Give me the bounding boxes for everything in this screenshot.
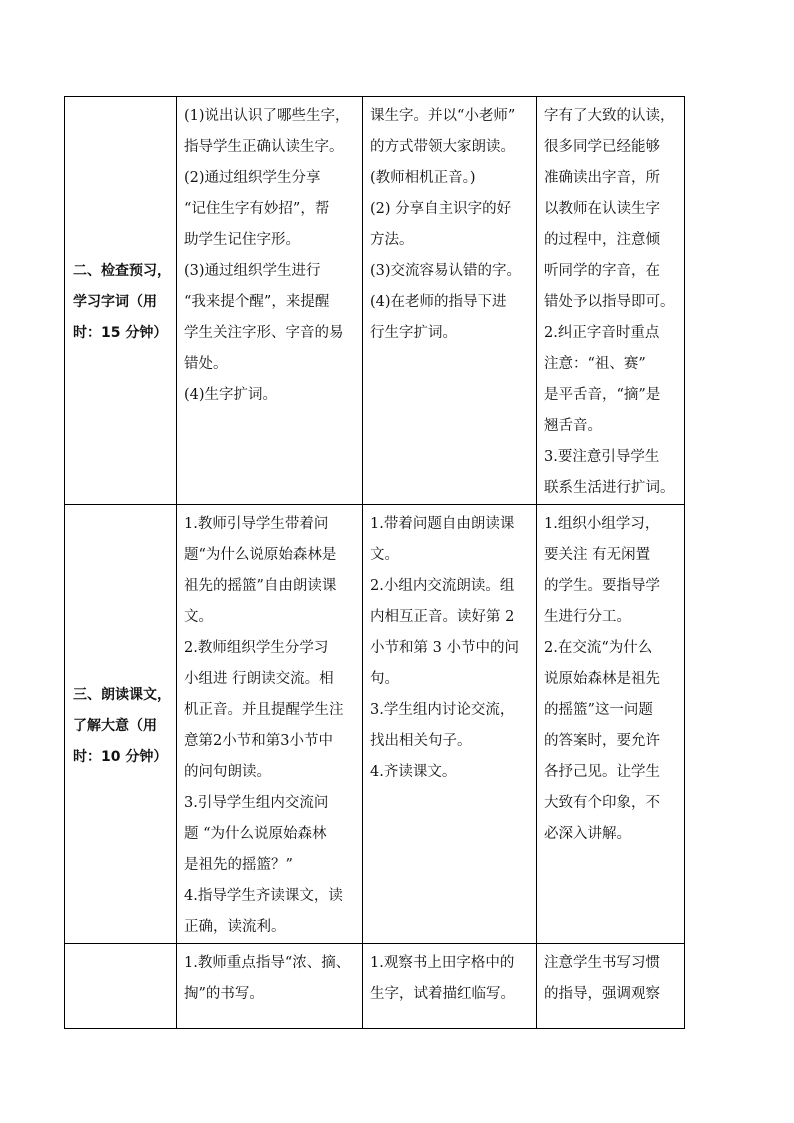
stage-line: 学习字词（用 [73,294,157,310]
text-line: 的指导，强调观察 [544,986,660,1002]
text-line: “我来提个醒”，来提醒 [184,294,330,310]
text-line: 以教师在认读生字 [544,201,660,217]
text-line: 4.齐读课文。 [370,764,457,780]
design-notes-cell [537,944,685,1029]
text-line: 机正音。并且提醒学生注 [184,702,344,718]
text-line: (2) 分享自主识字的好 [370,201,512,217]
text-line: 的学生。要指导学 [544,578,660,594]
text-line: 要关注 有无闲置 [544,547,651,563]
text-line: 2.纠正字音时重点 [544,325,660,341]
text-line: 错处予以指导即可。 [544,294,675,310]
text-line: 小节和第 3 小节中的问 [370,640,519,656]
text-line: (3)交流容易认错的字。 [370,263,522,279]
stage-line: 二、检查预习， [73,263,171,279]
text-line: 课生字。并以“小老师” [370,108,516,124]
text-line: 3.学生组内讨论交流， [370,702,515,718]
text-line: (3)通过组织学生进行 [184,263,321,279]
lesson-plan-table [64,96,685,1029]
text-line: 方法。 [370,232,414,248]
text-line: 1.观察书上田字格中的 [370,955,515,971]
design-notes-cell [537,505,685,944]
text-line: 的方式带领大家朗读。 [370,139,515,155]
text-line: (4)在老师的指导下进 [370,294,507,310]
text-line: 联系生活进行扩词。 [544,480,675,496]
text-line: 文。 [184,609,213,625]
stage-line: 了解大意（用 [73,717,157,734]
text-line: 1.教师重点指导“浓、摘、 [184,955,351,971]
text-line: 指导学生正确认读生字。 [184,139,344,155]
student-activity-cell [363,944,537,1029]
text-line: 内相互正音。读好第 2 [370,609,515,625]
text-line: 2.在交流“为什么 [544,640,653,656]
text-line: 题“为什么说原始森林是 [184,547,337,563]
text-line: 的摇篮”这一问题 [544,702,653,718]
text-line: 掏”的书写。 [184,986,264,1002]
text-line: 2.小组内交流朗读。组 [370,578,515,594]
text-line: 必深入讲解。 [544,826,631,842]
text-line: (1)说出认识了哪些生字， [184,108,350,124]
text-line: 是平舌音，“摘”是 [544,387,661,403]
text-line: 3.要注意引导学生 [544,449,660,465]
text-line: 的答案时，要允许 [544,733,660,749]
stage-line: 三、朗读课文， [73,686,171,703]
text-line: 文。 [370,547,399,563]
text-line: 1.带着问题自由朗读课 [370,516,515,532]
text-line: (2)通过组织学生分享 [184,170,321,186]
text-line: 句。 [370,671,399,687]
text-line: 学生关注字形、字音的易 [184,325,344,341]
stage-cell [65,505,177,944]
text-line: 生字，试着描红临写。 [370,986,515,1002]
text-line: 很多同学已经能够 [544,139,660,155]
text-line: 字有了大致的认读， [544,108,675,124]
text-line: 行生字扩词。 [370,325,457,341]
text-line: 准确读出字音，所 [544,170,660,186]
text-line: 正确，读流利。 [184,919,286,935]
table-row [65,97,685,505]
text-line: 4.指导学生齐读课文，读 [184,888,343,904]
teacher-activity-cell [177,944,363,1029]
text-line: 翘舌音。 [544,418,602,434]
teacher-activity-cell [177,505,363,944]
text-line: “记住生字有妙招”，帮 [184,201,330,217]
table-row [65,944,685,1029]
text-line: 2.教师组织学生分学习 [184,640,329,656]
text-line: 1.组织小组学习， [544,516,660,532]
student-activity-cell [363,505,537,944]
text-line: 生进行分工。 [544,609,631,625]
text-line: 的过程中，注意倾 [544,232,660,248]
text-line: 助学生记住字形。 [184,232,300,248]
text-line: 的问句朗读。 [184,764,271,780]
text-line: 注意学生书写习惯 [544,955,660,971]
stage-cell [65,97,177,505]
text-line: 小组进 行朗读交流。相 [184,671,334,687]
text-line: 说原始森林是祖先 [544,671,660,687]
text-line: 祖先的摇篮”自由朗读课 [184,578,337,594]
text-line: 各抒己见。让学生 [544,764,660,780]
text-line: 3.引导学生组内交流问 [184,795,329,811]
teacher-activity-cell [177,97,363,505]
stage-line: 时：15 分钟） [73,325,168,341]
text-line: (教师相机正音。) [370,170,476,186]
design-notes-cell [537,97,685,505]
text-line: (4)生字扩词。 [184,387,278,403]
student-activity-cell [363,97,537,505]
text-line: 意第2小节和第3小节中 [184,733,333,749]
text-line: 1.教师引导学生带着问 [184,516,329,532]
text-line: 听同学的字音，在 [544,263,660,279]
stage-cell [65,944,177,1029]
stage-line: 时：10 分钟） [73,748,168,765]
text-line: 题 “为什么说原始森林 [184,826,327,842]
text-line: 找出相关句子。 [370,733,472,749]
text-line: 是祖先的摇篮？” [184,857,293,873]
text-line: 注意：“祖、赛” [544,356,646,372]
table-row [65,505,685,944]
text-line: 错处。 [184,356,228,372]
text-line: 大致有个印象，不 [544,795,660,811]
